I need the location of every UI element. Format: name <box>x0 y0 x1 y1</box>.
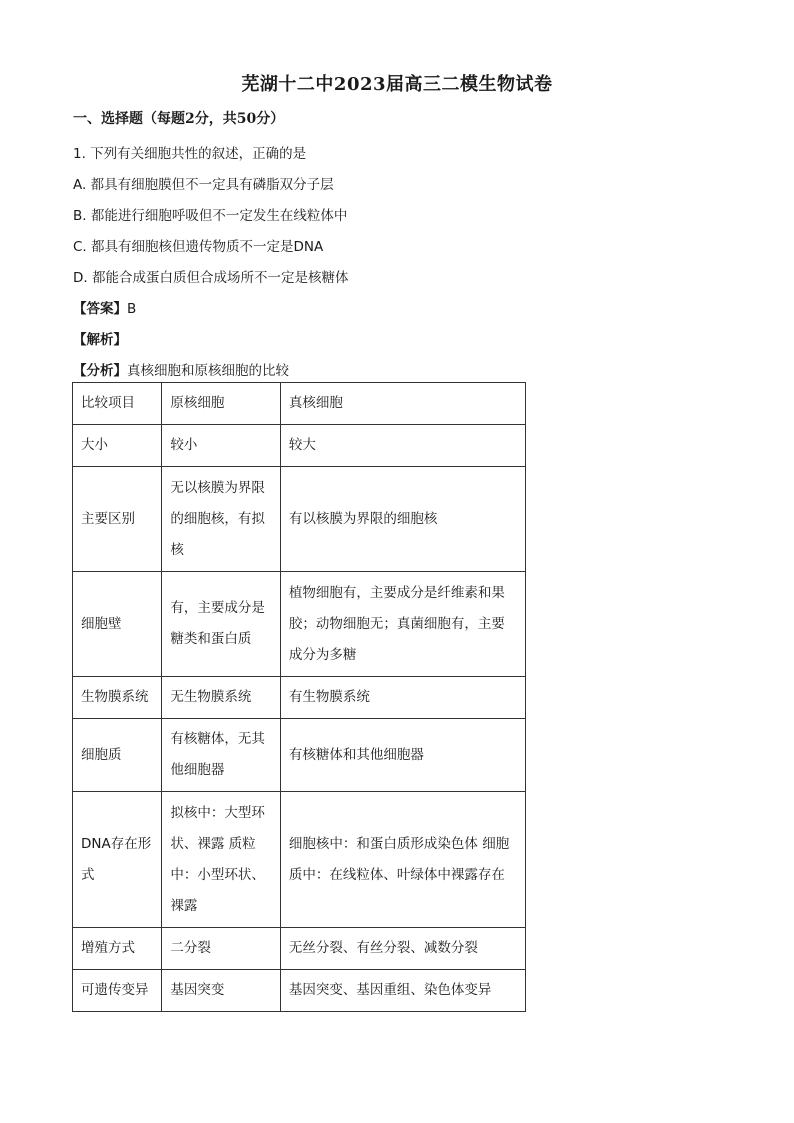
comparison-table <box>72 382 526 1012</box>
cell-eukaryote: 有生物膜系统 <box>280 677 525 719</box>
answer-line <box>73 297 136 317</box>
cell-eukaryote: 植物细胞有，主要成分是纤维素和果胶；动物细胞无；真菌细胞有，主要成分为多糖 <box>280 572 525 677</box>
section-heading: 一、选择题（每题2分，共50分） <box>73 111 285 127</box>
cell-eukaryote: 较大 <box>280 425 525 467</box>
cell-eukaryote: 有以核膜为界限的细胞核 <box>280 467 525 572</box>
header-cell: 原核细胞 <box>162 383 281 425</box>
row-label: 主要区别 <box>73 467 162 572</box>
option-a: A. 都具有细胞膜但不一定具有磷脂双分子层 <box>73 177 334 193</box>
table-row <box>73 677 526 719</box>
answer-label: 【答案】 <box>73 301 127 317</box>
cell-prokaryote: 拟核中：大型环状、裸露 质粒中：小型环状、裸露 <box>162 792 281 928</box>
cell-prokaryote: 有，主要成分是糖类和蛋白质 <box>162 572 281 677</box>
table-row <box>73 970 526 1012</box>
table-row <box>73 467 526 572</box>
cell-prokaryote: 无以核膜为界限的细胞核，有拟核 <box>162 467 281 572</box>
table-row <box>73 719 526 792</box>
question-stem: 1. 下列有关细胞共性的叙述，正确的是 <box>73 146 307 162</box>
answer-value: B <box>127 301 137 317</box>
header-cell: 比较项目 <box>73 383 162 425</box>
table-row <box>73 425 526 467</box>
breakdown-label: 【分析】 <box>73 363 127 379</box>
table-row <box>73 928 526 970</box>
cell-eukaryote: 细胞核中：和蛋白质形成染色体 细胞质中：在线粒体、叶绿体中裸露存在 <box>280 792 525 928</box>
cell-prokaryote: 有核糖体，无其他细胞器 <box>162 719 281 792</box>
row-label: 细胞质 <box>73 719 162 792</box>
cell-prokaryote: 无生物膜系统 <box>162 677 281 719</box>
row-label: 细胞壁 <box>73 572 162 677</box>
table-row <box>73 572 526 677</box>
cell-prokaryote: 二分裂 <box>162 928 281 970</box>
cell-prokaryote: 较小 <box>162 425 281 467</box>
analysis-label: 【解析】 <box>73 332 127 348</box>
cell-eukaryote: 无丝分裂、有丝分裂、减数分裂 <box>280 928 525 970</box>
option-d: D. 都能合成蛋白质但合成场所不一定是核糖体 <box>73 270 349 286</box>
cell-eukaryote: 有核糖体和其他细胞器 <box>280 719 525 792</box>
cell-prokaryote: 基因突变 <box>162 970 281 1012</box>
table-header-row <box>73 383 526 425</box>
option-b: B. 都能进行细胞呼吸但不一定发生在线粒体中 <box>73 208 348 224</box>
row-label: 大小 <box>73 425 162 467</box>
option-c: C. 都具有细胞核但遗传物质不一定是DNA <box>73 239 324 255</box>
row-label: DNA存在形式 <box>73 792 162 928</box>
cell-eukaryote: 基因突变、基因重组、染色体变异 <box>280 970 525 1012</box>
row-label: 生物膜系统 <box>73 677 162 719</box>
header-cell: 真核细胞 <box>280 383 525 425</box>
row-label: 可遗传变异 <box>73 970 162 1012</box>
breakdown-line <box>73 359 289 379</box>
page-title: 芜湖十二中2023届高三二模生物试卷 <box>241 74 553 95</box>
table-row <box>73 792 526 928</box>
row-label: 增殖方式 <box>73 928 162 970</box>
breakdown-text: 真核细胞和原核细胞的比较 <box>127 363 289 379</box>
